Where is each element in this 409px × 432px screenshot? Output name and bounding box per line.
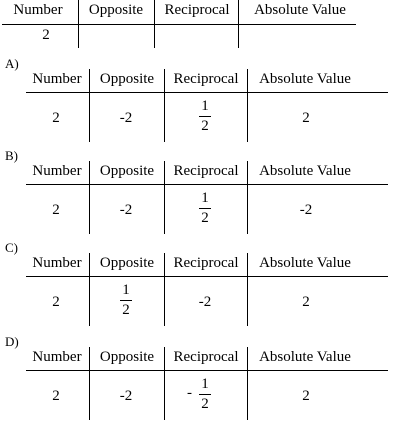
header-reciprocal: Reciprocal	[173, 255, 239, 271]
header-opposite: Opposite	[99, 255, 155, 271]
fraction-denominator: 2	[201, 396, 209, 412]
fraction-numerator: 1	[122, 282, 130, 298]
choice-label[interactable]: A)	[5, 56, 19, 71]
header-reciprocal: Reciprocal	[164, 2, 230, 18]
header-absolute-value: Absolute Value	[254, 2, 346, 18]
fraction-denominator: 2	[201, 118, 209, 134]
fraction-sign: -	[187, 385, 192, 401]
header-absolute-value: Absolute Value	[259, 255, 351, 271]
choice-opposite: -2	[119, 202, 133, 218]
choice-number: 2	[52, 294, 60, 310]
header-rule	[2, 24, 356, 25]
choice-reciprocal: -2	[198, 294, 212, 310]
header-rule	[26, 276, 388, 277]
column-divider	[164, 253, 165, 326]
choice-reciprocal	[197, 191, 213, 226]
fraction-denominator: 2	[122, 302, 130, 318]
column-divider	[89, 253, 90, 326]
column-divider	[247, 253, 248, 326]
fraction-denominator: 2	[201, 210, 209, 226]
header-number: Number	[32, 349, 82, 365]
choice-number: 2	[52, 202, 60, 218]
column-divider	[78, 0, 79, 48]
column-divider	[89, 347, 90, 420]
choice-label[interactable]: D)	[5, 334, 19, 349]
header-reciprocal: Reciprocal	[173, 349, 239, 365]
choice-label[interactable]: B)	[5, 148, 18, 163]
fraction-numerator: 1	[201, 190, 209, 206]
column-divider	[164, 69, 165, 142]
column-divider	[89, 69, 90, 142]
column-divider	[247, 347, 248, 420]
header-opposite: Opposite	[99, 71, 155, 87]
column-divider	[247, 69, 248, 142]
header-rule	[26, 184, 388, 185]
column-divider	[164, 161, 165, 234]
choice-opposite: -2	[119, 388, 133, 404]
fraction-numerator: 1	[201, 376, 209, 392]
header-number: Number	[13, 2, 63, 18]
question-table	[0, 0, 409, 50]
fraction-bar	[120, 300, 132, 301]
header-rule	[26, 92, 388, 93]
header-number: Number	[32, 71, 82, 87]
fraction-numerator: 1	[201, 98, 209, 114]
header-opposite: Opposite	[99, 163, 155, 179]
header-number: Number	[32, 255, 82, 271]
fraction-bar	[199, 116, 211, 117]
choice-absolute-value: 2	[302, 388, 310, 404]
choice-absolute-value: -2	[299, 202, 313, 218]
choice-table	[0, 347, 409, 427]
choice-reciprocal	[197, 99, 213, 134]
question-number: 2	[42, 27, 50, 43]
header-opposite: Opposite	[88, 2, 144, 18]
column-divider	[89, 161, 90, 234]
choice-table	[0, 69, 409, 149]
fraction-bar	[199, 394, 211, 395]
choice-label[interactable]: C)	[5, 240, 18, 255]
header-absolute-value: Absolute Value	[259, 349, 351, 365]
choice-number: 2	[52, 110, 60, 126]
column-divider	[247, 161, 248, 234]
header-opposite: Opposite	[99, 349, 155, 365]
column-divider	[238, 0, 239, 48]
choice-table	[0, 253, 409, 333]
choice-absolute-value: 2	[302, 294, 310, 310]
header-number: Number	[32, 163, 82, 179]
choice-table	[0, 161, 409, 241]
header-absolute-value: Absolute Value	[259, 71, 351, 87]
header-rule	[26, 370, 388, 371]
header-reciprocal: Reciprocal	[173, 71, 239, 87]
choice-number: 2	[52, 388, 60, 404]
choice-reciprocal	[187, 376, 213, 412]
header-absolute-value: Absolute Value	[259, 163, 351, 179]
choice-opposite: -2	[119, 110, 133, 126]
header-reciprocal: Reciprocal	[173, 163, 239, 179]
choice-opposite	[118, 283, 134, 318]
column-divider	[154, 0, 155, 48]
choice-absolute-value: 2	[302, 110, 310, 126]
fraction-bar	[199, 208, 211, 209]
column-divider	[164, 347, 165, 420]
